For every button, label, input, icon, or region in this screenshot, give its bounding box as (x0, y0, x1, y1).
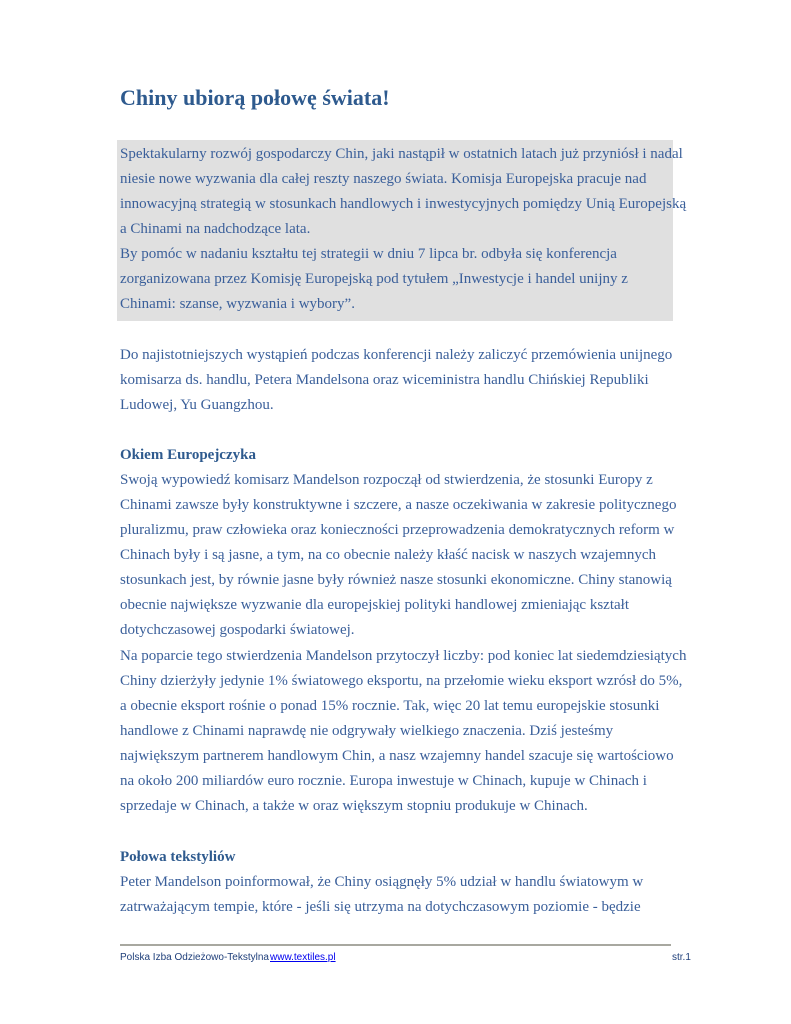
section1-line: stosunkach jest, by równie jasne były również nasze stosunki ekonomiczne. Chiny stanowią (120, 572, 672, 588)
lead-line: a Chinami na nadchodzące lata. (120, 221, 311, 237)
footer-page-number: str.1 (672, 952, 691, 963)
section1-line: a obecnie eksport rośnie o ponad 15% rocznie. Tak, więc 20 lat temu europejskie stosunki (120, 698, 660, 714)
section2-line: zatrważającym tempie, które - jeśli się utrzyma na dotychczasowym poziomie - będzie (120, 899, 641, 915)
intro-line: Ludowej, Yu Guangzhou. (120, 397, 274, 413)
lead-line: zorganizowana przez Komisję Europejską pod tytułem „Inwestycje i handel unijny z (120, 271, 628, 287)
section1-line: Chinami zawsze były konstruktywne i szczere, a nasze oczekiwania w zakresie politycznego (120, 497, 677, 513)
page-title: Chiny ubiorą połowę świata! (120, 85, 390, 110)
section1-line: dotychczasowej gospodarki światowej. (120, 622, 355, 638)
section1-line: Swoją wypowiedź komisarz Mandelson rozpoczął od stwierdzenia, że stosunki Europy z (120, 472, 653, 488)
section1-line: obecnie największe wyzwanie dla europejskiej polityki handlowej zmieniając kształt (120, 597, 629, 613)
footer-divider (120, 944, 671, 946)
section1-line: pluralizmu, praw człowieka oraz konieczności przeprowadzenia demokratycznych reform w (120, 522, 675, 538)
section1-line: Na poparcie tego stwierdzenia Mandelson przytoczył liczby: pod koniec lat siedemdziesiątych (120, 648, 687, 664)
lead-line: By pomóc w nadaniu kształtu tej strategii w dniu 7 lipca br. odbyła się konferencja (120, 246, 617, 262)
footer-website-link[interactable]: www.textiles.pl (270, 952, 336, 963)
section2-line: Peter Mandelson poinformował, że Chiny osiągnęły 5% udział w handlu światowym w (120, 874, 644, 890)
section-heading-polowa-tekstyliow: Połowa tekstyliów (120, 849, 236, 865)
lead-line: Chinami: szanse, wyzwania i wybory”. (120, 296, 355, 312)
section1-line: na około 200 miliardów euro rocznie. Europa inwestuje w Chinach, kupuje w Chinach i (120, 773, 647, 789)
section1-line: największym partnerem handlowym Chin, a nasz wzajemny handel szacuje się wartościowo (120, 748, 674, 764)
intro-line: Do najistotniejszych wystąpień podczas konferencji należy zaliczyć przemówienia unijnego (120, 347, 673, 363)
lead-line: Spektakularny rozwój gospodarczy Chin, jaki nastąpił w ostatnich latach już przyniósł i nadal (120, 146, 683, 162)
section1-line: sprzedaje w Chinach, a także w oraz większym stopniu produkuje w Chinach. (120, 798, 588, 814)
lead-line: niesie nowe wyzwania dla całej reszty naszego świata. Komisja Europejska pracuje nad (120, 171, 647, 187)
intro-line: komisarza ds. handlu, Petera Mandelsona oraz wiceministra handlu Chińskiej Republiki (120, 372, 649, 388)
section1-line: handlowe z Chinami naprawdę nie odgrywały wielkiego znaczenia. Dziś jesteśmy (120, 723, 614, 739)
footer-organization: Polska Izba Odzieżowo-Tekstylna (120, 952, 269, 963)
lead-line: innowacyjną strategią w stosunkach handlowych i inwestycyjnych pomiędzy Unią Europejską (120, 196, 687, 212)
section-heading-okiem-europejczyka: Okiem Europejczyka (120, 447, 256, 463)
section1-line: Chinach były i są jasne, a tym, na co obecnie należy kłaść nacisk w naszych wzajemnych (120, 547, 657, 563)
section1-line: Chiny dzierżyły jedynie 1% światowego eksportu, na przełomie wieku eksport wzrósł do 5%, (120, 673, 683, 689)
